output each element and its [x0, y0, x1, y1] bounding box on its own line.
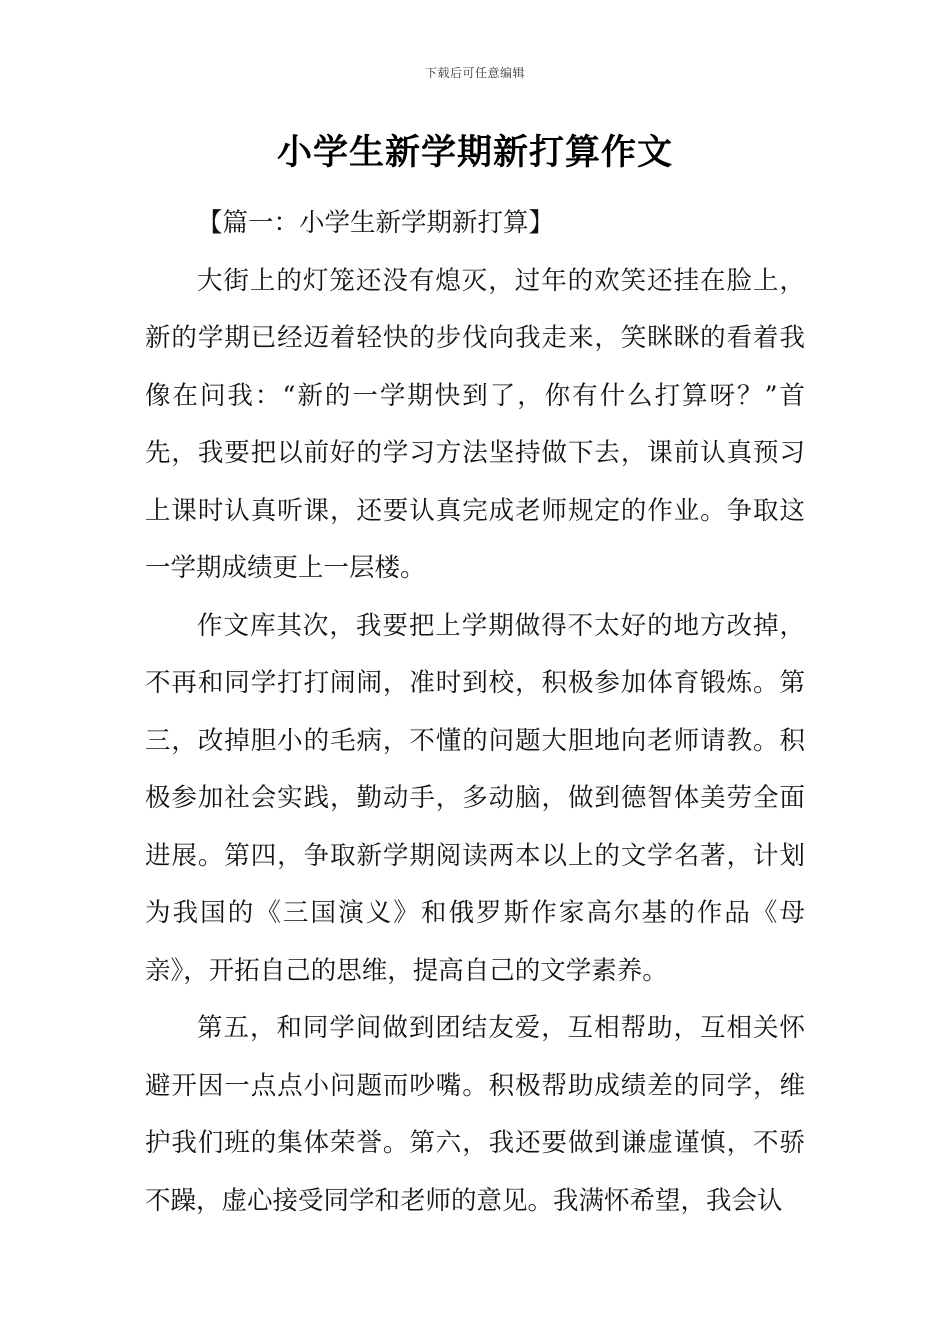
document-body [145, 195, 805, 1230]
header-note: 下载后可任意编辑 [424, 66, 525, 80]
paragraph-3: 第五，和同学间做到团结友爱，互相帮助，互相关怀避开因一点点小问题而吵嘴。积极帮助成绩差的同学，维护我们班的集体荣誉。第六，我还要做到谦虚谨慎，不骄不躁，虚心接受同学和老师的意见。我满怀希望，我会认 [145, 1013, 805, 1216]
paragraph-1: 大街上的灯笼还没有熄灭，过年的欢笑还挂在脸上，新的学期已经迈着轻快的步伐向我走来，笑眯眯的看着我像在问我：“新的一学期快到了，你有什么打算呀？”首先，我要把以前好的学习方法坚持做下去，课前认真预习上课时认真听课，还要认真完成老师规定的作业。争取这一学期成绩更上一层楼。 [145, 265, 805, 583]
paragraph-2: 作文库其次，我要把上学期做得不太好的地方改掉，不再和同学打打闹闹，准时到校，积极参加体育锻炼。第三，改掉胆小的毛病，不懂的问题大胆地向老师请教。积极参加社会实践，勤动手，多动脑，做到德智体美劳全面进展。第四，争取新学期阅读两本以上的文学名著，计划为我国的《三国演义》和俄罗斯作家高尔基的作品《母亲》，开拓自己的思维，提高自己的文学素养。 [145, 610, 805, 986]
document-title: 小学生新学期新打算作文 [276, 133, 673, 173]
section-heading: 【篇一：小学生新学期新打算】 [197, 208, 555, 238]
